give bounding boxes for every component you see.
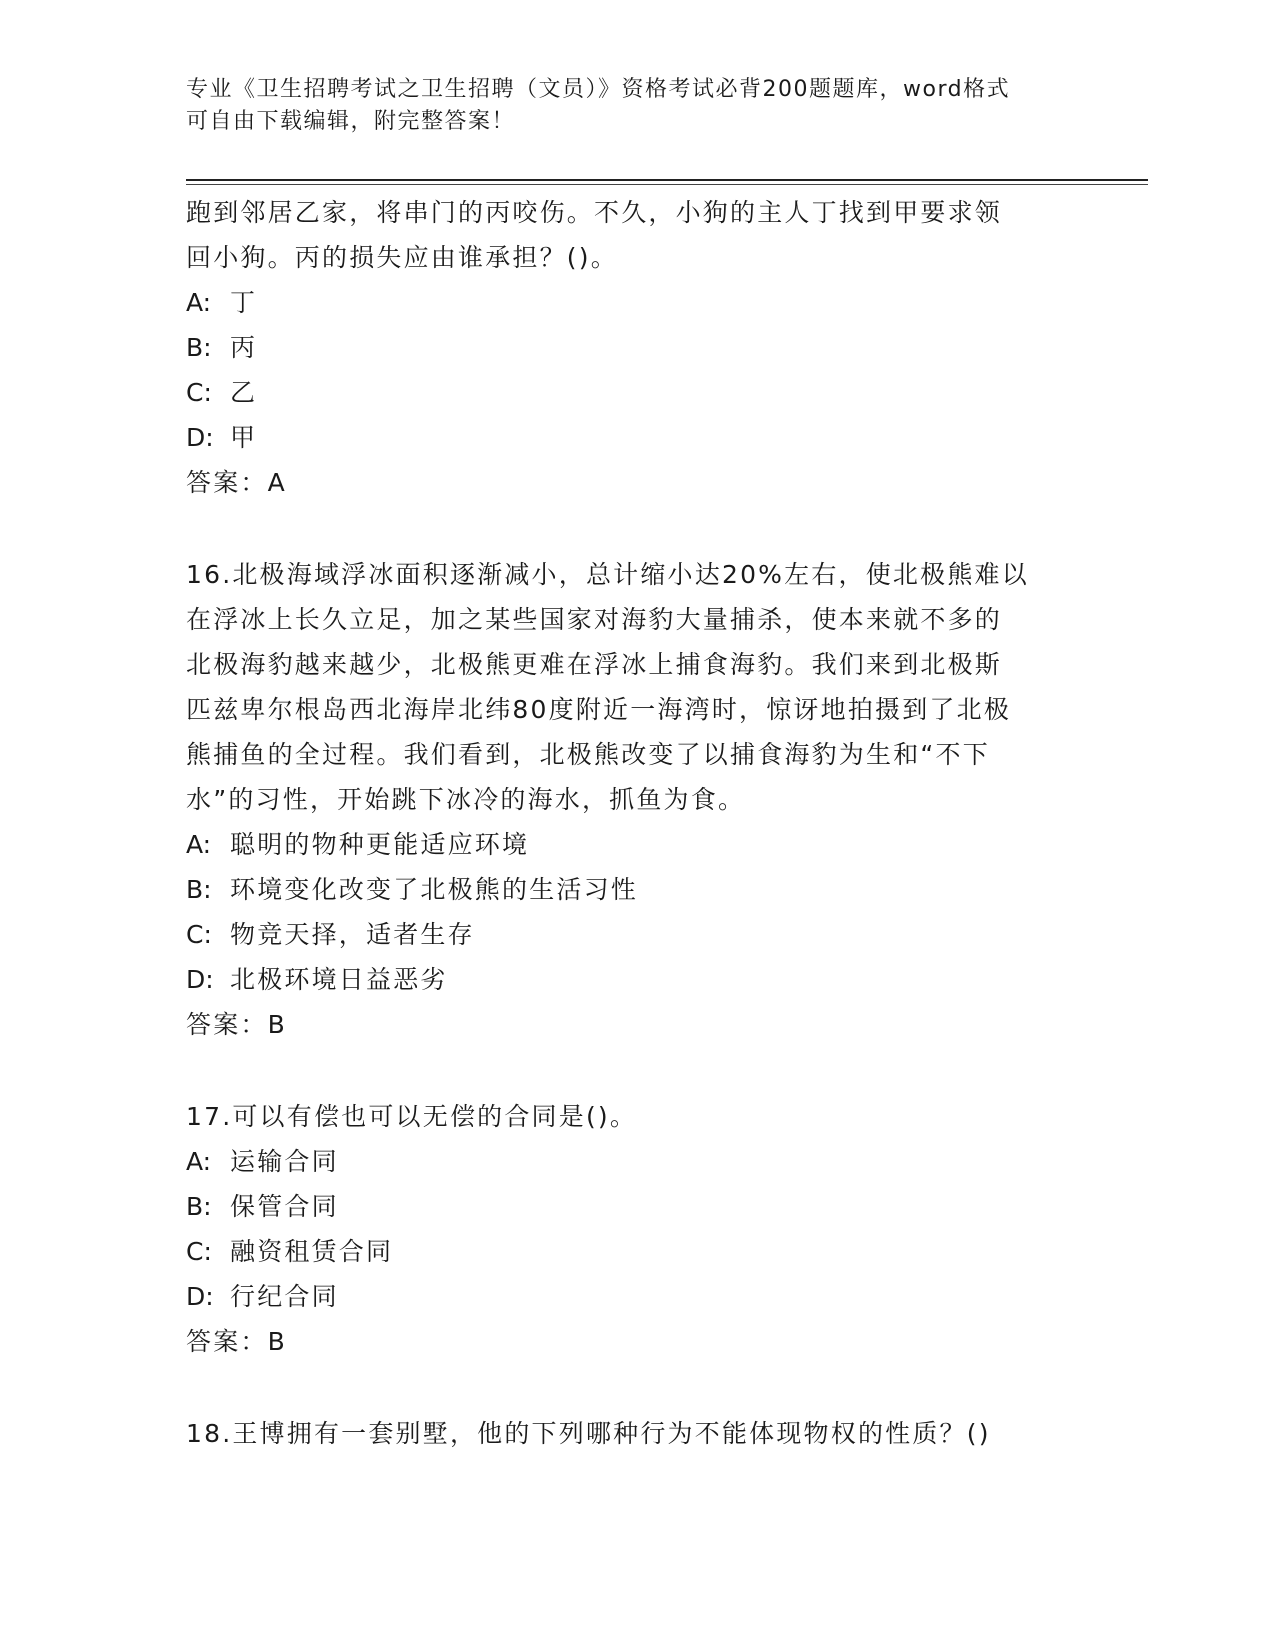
option-text: 聪明的物种更能适应环境	[230, 830, 530, 859]
option-text: 运输合同	[230, 1147, 339, 1176]
question-stem-line: 水”的习性，开始跳下冰冷的海水，抓鱼为食。	[186, 785, 746, 814]
answer: 答案：B	[186, 1327, 287, 1356]
option-d	[186, 1274, 1066, 1319]
option-a	[186, 280, 1066, 325]
option-a	[186, 1139, 1066, 1184]
question-stem-line: 16.北极海域浮冰面积逐渐减小，总计缩小达20%左右，使北极熊难以	[186, 560, 1029, 589]
question-17	[186, 1094, 1066, 1364]
option-text: 甲	[230, 423, 258, 452]
document-header	[186, 74, 1066, 138]
option-key: A:	[186, 830, 212, 859]
question-stem-line: 18.王博拥有一套别墅，他的下列哪种行为不能体现物权的性质？()	[186, 1419, 991, 1448]
option-key: D:	[186, 423, 214, 452]
option-text: 行纪合同	[230, 1282, 339, 1311]
option-c	[186, 1229, 1066, 1274]
question-list	[186, 190, 1066, 1456]
answer: 答案：A	[186, 468, 287, 497]
option-key: B:	[186, 1192, 212, 1221]
answer: 答案：B	[186, 1010, 287, 1039]
question-16	[186, 552, 1066, 1047]
option-c	[186, 912, 1066, 957]
option-key: D:	[186, 1282, 214, 1311]
header-rule-thin	[186, 184, 1148, 185]
question-stem-line: 17.可以有偿也可以无偿的合同是()。	[186, 1102, 638, 1131]
option-b	[186, 325, 1066, 370]
option-text: 丙	[230, 333, 258, 362]
header-line-2: 可自由下载编辑，附完整答案！	[186, 109, 516, 134]
option-text: 北极环境日益恶劣	[230, 965, 448, 994]
option-c	[186, 370, 1066, 415]
option-text: 保管合同	[230, 1192, 339, 1221]
option-a	[186, 822, 1066, 867]
question-15	[186, 190, 1066, 505]
option-text: 丁	[230, 288, 258, 317]
option-key: C:	[186, 378, 212, 407]
header-line-1: 专业《卫生招聘考试之卫生招聘（文员）》资格考试必背200题题库，word格式	[186, 77, 1011, 102]
option-key: C:	[186, 920, 212, 949]
question-stem-line: 跑到邻居乙家，将串门的丙咬伤。不久，小狗的主人丁找到甲要求领	[186, 198, 1003, 227]
option-b	[186, 867, 1066, 912]
spacer	[186, 505, 1066, 552]
option-text: 物竞天择，适者生存	[230, 920, 475, 949]
option-b	[186, 1184, 1066, 1229]
option-d	[186, 957, 1066, 1002]
question-18	[186, 1411, 1066, 1456]
option-key: A:	[186, 288, 212, 317]
question-stem-line: 匹兹卑尔根岛西北海岸北纬80度附近一海湾时，惊讶地拍摄到了北极	[186, 695, 1012, 724]
question-stem-line: 回小狗。丙的损失应由谁承担？()。	[186, 243, 618, 272]
option-key: C:	[186, 1237, 212, 1266]
option-text: 环境变化改变了北极熊的生活习性	[230, 875, 639, 904]
option-key: B:	[186, 875, 212, 904]
option-text: 融资租赁合同	[230, 1237, 394, 1266]
question-stem-line: 熊捕鱼的全过程。我们看到，北极熊改变了以捕食海豹为生和“不下	[186, 740, 990, 769]
question-stem-line: 北极海豹越来越少，北极熊更难在浮冰上捕食海豹。我们来到北极斯	[186, 650, 1003, 679]
header-rule-thick	[186, 179, 1148, 181]
option-key: D:	[186, 965, 214, 994]
spacer	[186, 1047, 1066, 1094]
option-key: B:	[186, 333, 212, 362]
option-text: 乙	[230, 378, 258, 407]
question-stem-line: 在浮冰上长久立足，加之某些国家对海豹大量捕杀，使本来就不多的	[186, 605, 1003, 634]
spacer	[186, 1364, 1066, 1411]
option-d	[186, 415, 1066, 460]
option-key: A:	[186, 1147, 212, 1176]
